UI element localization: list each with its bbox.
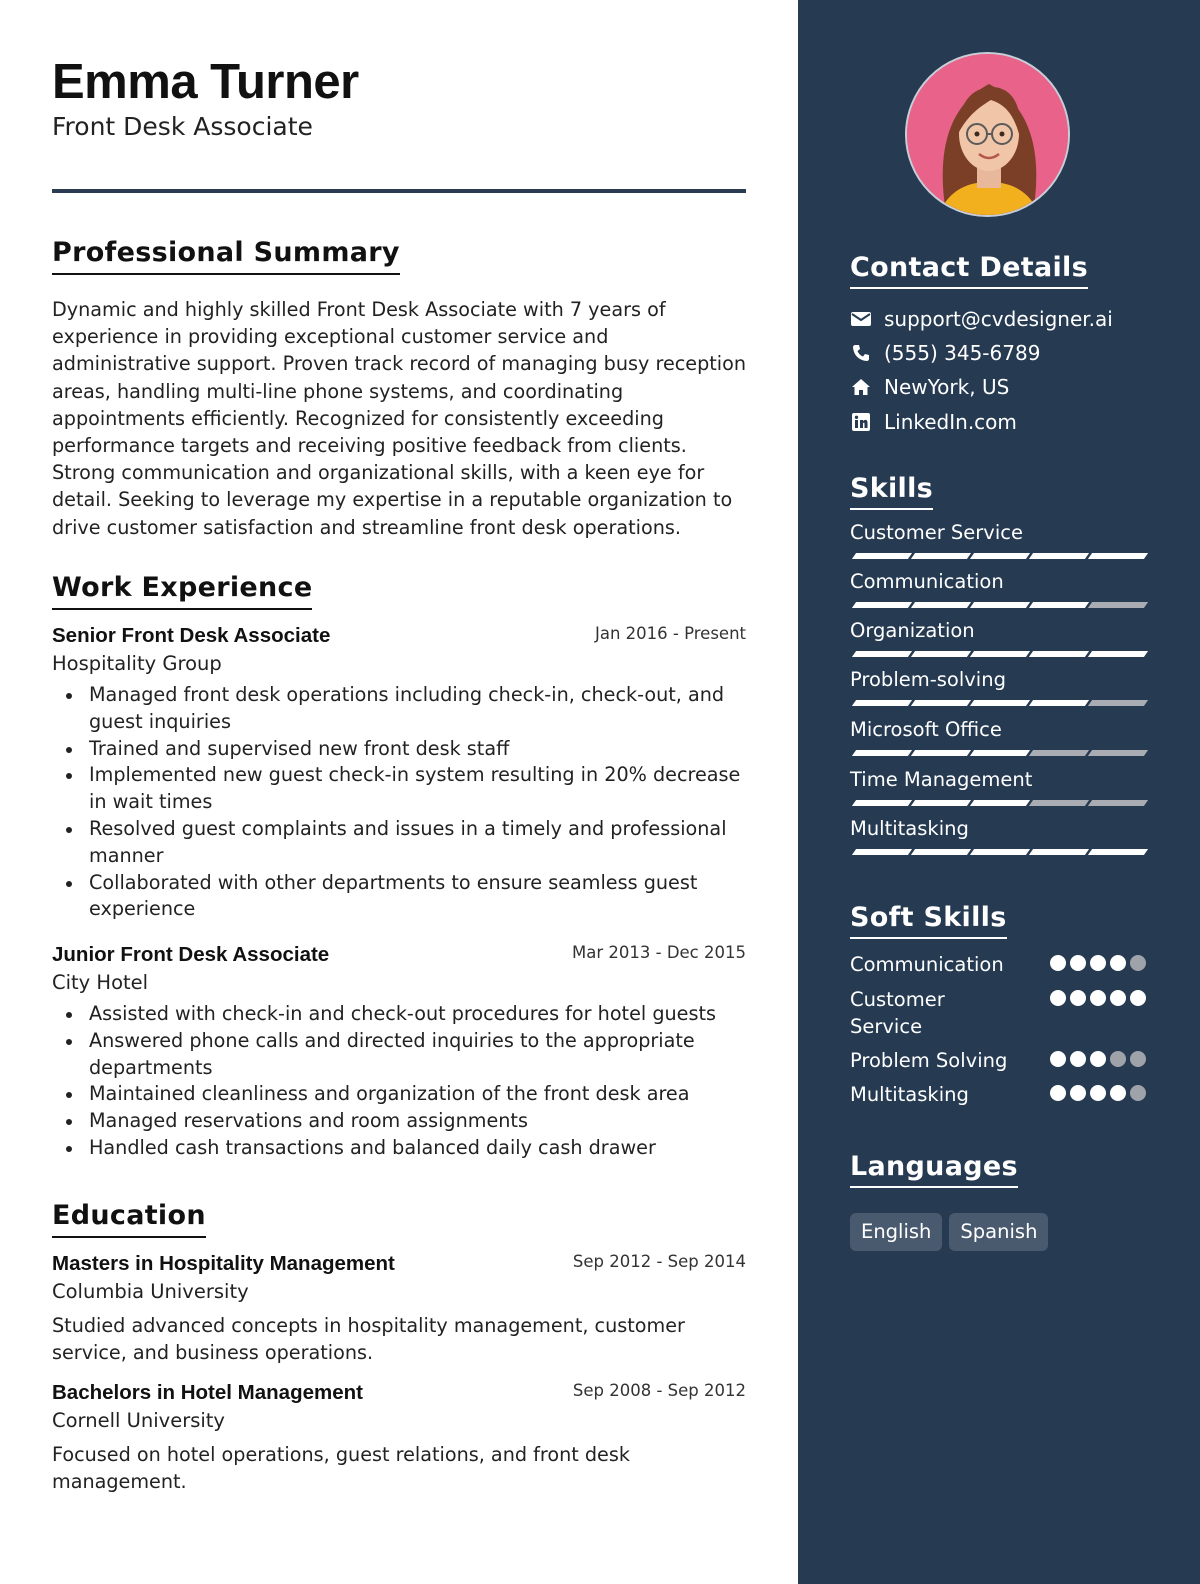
rating-dot bbox=[1050, 1085, 1066, 1101]
soft-skill-item bbox=[850, 1047, 1146, 1074]
summary-heading bbox=[52, 237, 400, 275]
candidate-title: Front Desk Associate bbox=[52, 112, 313, 141]
summary-text: Dynamic and highly skilled Front Desk Associate with 7 years of experience in providing exceptional customer service and administrative support. Proven track record of managing busy reception areas, handling multi-line phone systems, and coordinating appointments efficiently. Recognized for consistently exceeding performance targets and receiving positive feedback from clients. Strong communication and organizational skills, with a keen eye for detail. Seeking to leverage my expertise in a reputable organization to drive customer satisfaction and streamline front desk operations. bbox=[52, 298, 747, 539]
skill-level-segment bbox=[1088, 553, 1148, 559]
experience-heading-text: Work Experience bbox=[52, 572, 313, 603]
list-item: Managed front desk operations including check-in, check-out, and guest inquiries bbox=[52, 682, 746, 736]
skill-level-segment bbox=[911, 700, 971, 706]
skill-level-segment bbox=[1029, 553, 1089, 559]
skill-level-bar bbox=[850, 651, 1146, 659]
rating-dot bbox=[1130, 1051, 1146, 1067]
contact-heading-text: Contact Details bbox=[850, 252, 1088, 283]
contact-location-text: NewYork, US bbox=[884, 375, 1010, 399]
candidate-name: Emma Turner bbox=[52, 55, 359, 109]
skill-item bbox=[850, 668, 1146, 708]
skill-item bbox=[850, 619, 1146, 659]
contact-linkedin[interactable] bbox=[850, 409, 1017, 435]
skill-level-bar bbox=[850, 800, 1146, 808]
skill-name: Customer Service bbox=[850, 521, 1023, 544]
skill-level-segment bbox=[911, 800, 971, 806]
soft-skill-rating bbox=[1046, 955, 1146, 971]
education-heading-text: Education bbox=[52, 1200, 206, 1231]
skill-level-segment bbox=[1029, 602, 1089, 608]
sidebar bbox=[798, 0, 1200, 1584]
skill-level-segment bbox=[852, 849, 912, 855]
skill-level-segment bbox=[1029, 750, 1089, 756]
job-role: Junior Front Desk Associate bbox=[52, 943, 330, 966]
job-entry bbox=[52, 943, 746, 1162]
rating-dot bbox=[1070, 1051, 1086, 1067]
skill-level-segment bbox=[1029, 800, 1089, 806]
skill-name: Time Management bbox=[850, 768, 1033, 791]
skill-level-segment bbox=[911, 651, 971, 657]
experience-heading bbox=[52, 572, 312, 610]
job-dates: Mar 2013 - Dec 2015 bbox=[572, 943, 746, 962]
summary-heading-text: Professional Summary bbox=[52, 237, 400, 268]
education-description: Studied advanced concepts in hospitality management, customer service, and business operations. bbox=[52, 1314, 685, 1364]
linkedin-icon bbox=[850, 411, 872, 433]
soft-skills-heading-text: Soft Skills bbox=[850, 902, 1007, 933]
rating-dot bbox=[1050, 990, 1066, 1006]
heading-underline bbox=[850, 1186, 1018, 1188]
skill-level-bar bbox=[850, 849, 1146, 857]
skill-level-segment bbox=[1088, 651, 1148, 657]
skill-name: Problem-solving bbox=[850, 668, 1006, 691]
skill-level-segment bbox=[1088, 800, 1148, 806]
skill-level-segment bbox=[852, 602, 912, 608]
list-item: Managed reservations and room assignments bbox=[52, 1108, 746, 1135]
skill-item bbox=[850, 768, 1146, 808]
heading-underline bbox=[850, 508, 933, 510]
rating-dot bbox=[1090, 1085, 1106, 1101]
list-item: Maintained cleanliness and organization of the front desk area bbox=[52, 1081, 746, 1108]
job-organization: Hospitality Group bbox=[52, 652, 222, 675]
job-role: Senior Front Desk Associate bbox=[52, 624, 331, 647]
skill-level-bar bbox=[850, 700, 1146, 708]
degree-title: Masters in Hospitality Management bbox=[52, 1252, 395, 1275]
contact-phone[interactable] bbox=[850, 340, 1040, 366]
skill-level-segment bbox=[911, 602, 971, 608]
list-item: Collaborated with other departments to ensure seamless guest experience bbox=[52, 870, 746, 924]
soft-skill-item bbox=[850, 1081, 1146, 1108]
job-bullets bbox=[52, 682, 746, 923]
soft-skill-rating bbox=[1046, 1085, 1146, 1101]
skill-level-segment bbox=[970, 651, 1030, 657]
soft-skills-heading bbox=[850, 902, 1007, 939]
rating-dot bbox=[1110, 955, 1126, 971]
header-divider bbox=[52, 189, 746, 193]
language-badge: English bbox=[850, 1213, 942, 1251]
home-icon bbox=[850, 376, 872, 398]
list-item: Answered phone calls and directed inquiries to the appropriate departments bbox=[52, 1028, 746, 1082]
skill-level-segment bbox=[852, 800, 912, 806]
envelope-icon bbox=[850, 308, 872, 330]
job-organization: City Hotel bbox=[52, 971, 149, 994]
avatar bbox=[905, 52, 1070, 217]
job-entry bbox=[52, 624, 746, 923]
skill-level-segment bbox=[1088, 750, 1148, 756]
skill-level-bar bbox=[850, 553, 1146, 561]
skill-item bbox=[850, 817, 1146, 857]
rating-dot bbox=[1130, 990, 1146, 1006]
soft-skill-name: Problem Solving bbox=[850, 1049, 1008, 1072]
skill-level-segment bbox=[1088, 700, 1148, 706]
soft-skill-rating bbox=[1046, 1051, 1146, 1067]
rating-dot bbox=[1110, 990, 1126, 1006]
education-dates: Sep 2008 - Sep 2012 bbox=[572, 1381, 746, 1400]
skill-level-segment bbox=[1088, 849, 1148, 855]
skill-item bbox=[850, 521, 1146, 561]
skill-item bbox=[850, 718, 1146, 758]
skill-level-segment bbox=[852, 553, 912, 559]
skill-level-segment bbox=[970, 800, 1030, 806]
school-name: Columbia University bbox=[52, 1280, 249, 1303]
job-bullets bbox=[52, 1001, 746, 1162]
skill-item bbox=[850, 570, 1146, 610]
skill-level-bar bbox=[850, 750, 1146, 758]
rating-dot bbox=[1070, 1085, 1086, 1101]
school-name: Cornell University bbox=[52, 1409, 225, 1432]
contact-linkedin-text: LinkedIn.com bbox=[884, 410, 1017, 434]
contact-email-text: support@cvdesigner.ai bbox=[884, 307, 1113, 331]
rating-dot bbox=[1050, 955, 1066, 971]
skill-level-segment bbox=[1088, 602, 1148, 608]
skill-name: Multitasking bbox=[850, 817, 969, 840]
list-item: Handled cash transactions and balanced daily cash drawer bbox=[52, 1135, 746, 1162]
rating-dot bbox=[1090, 990, 1106, 1006]
skill-level-segment bbox=[970, 849, 1030, 855]
skills-heading bbox=[850, 473, 933, 510]
portrait-image bbox=[907, 54, 1070, 217]
skill-level-segment bbox=[970, 700, 1030, 706]
rating-dot bbox=[1050, 1051, 1066, 1067]
skill-name: Communication bbox=[850, 570, 1004, 593]
heading-underline bbox=[52, 273, 400, 275]
rating-dot bbox=[1090, 1051, 1106, 1067]
education-dates: Sep 2012 - Sep 2014 bbox=[572, 1252, 746, 1271]
phone-icon bbox=[850, 342, 872, 364]
rating-dot bbox=[1130, 1085, 1146, 1101]
soft-skill-rating bbox=[1046, 990, 1146, 1006]
rating-dot bbox=[1090, 955, 1106, 971]
education-entry bbox=[52, 1252, 746, 1367]
education-entry bbox=[52, 1381, 746, 1496]
soft-skill-name: Communication bbox=[850, 953, 1004, 976]
skill-level-segment bbox=[911, 553, 971, 559]
heading-underline bbox=[850, 287, 1088, 289]
contact-phone-text: (555) 345-6789 bbox=[884, 341, 1041, 365]
skill-level-segment bbox=[852, 700, 912, 706]
skill-level-segment bbox=[1029, 849, 1089, 855]
education-description: Focused on hotel operations, guest relations, and front desk management. bbox=[52, 1443, 630, 1493]
contact-email[interactable] bbox=[850, 306, 1113, 332]
skill-name: Microsoft Office bbox=[850, 718, 1002, 741]
languages-heading bbox=[850, 1151, 1018, 1188]
skill-level-segment bbox=[1029, 700, 1089, 706]
skill-level-segment bbox=[852, 750, 912, 756]
language-badge: Spanish bbox=[949, 1213, 1048, 1251]
rating-dot bbox=[1070, 990, 1086, 1006]
languages-heading-text: Languages bbox=[850, 1151, 1018, 1182]
list-item: Implemented new guest check-in system resulting in 20% decrease in wait times bbox=[52, 762, 746, 816]
list-item: Trained and supervised new front desk staff bbox=[52, 736, 746, 763]
skill-level-segment bbox=[852, 651, 912, 657]
skills-heading-text: Skills bbox=[850, 473, 934, 504]
soft-skill-name: Multitasking bbox=[850, 1083, 969, 1106]
rating-dot bbox=[1070, 955, 1086, 971]
heading-underline bbox=[850, 937, 1007, 939]
rating-dot bbox=[1110, 1085, 1126, 1101]
heading-underline bbox=[52, 608, 312, 610]
skill-level-segment bbox=[970, 602, 1030, 608]
skill-level-segment bbox=[911, 849, 971, 855]
contact-location bbox=[850, 374, 1009, 400]
job-dates: Jan 2016 - Present bbox=[594, 624, 746, 643]
list-item: Resolved guest complaints and issues in a timely and professional manner bbox=[52, 816, 746, 870]
skill-level-segment bbox=[970, 750, 1030, 756]
soft-skill-item bbox=[850, 986, 1146, 1040]
heading-underline bbox=[52, 1236, 206, 1238]
languages-list bbox=[850, 1213, 1055, 1251]
skill-level-bar bbox=[850, 602, 1146, 610]
rating-dot bbox=[1130, 955, 1146, 971]
soft-skill-item bbox=[850, 951, 1146, 978]
rating-dot bbox=[1110, 1051, 1126, 1067]
skill-level-segment bbox=[911, 750, 971, 756]
degree-title: Bachelors in Hotel Management bbox=[52, 1381, 363, 1404]
education-heading bbox=[52, 1200, 206, 1238]
skill-level-segment bbox=[1029, 651, 1089, 657]
skill-name: Organization bbox=[850, 619, 975, 642]
contact-heading bbox=[850, 252, 1088, 289]
soft-skill-name: Customer Service bbox=[850, 988, 945, 1038]
list-item: Assisted with check-in and check-out procedures for hotel guests bbox=[52, 1001, 746, 1028]
skill-level-segment bbox=[970, 553, 1030, 559]
